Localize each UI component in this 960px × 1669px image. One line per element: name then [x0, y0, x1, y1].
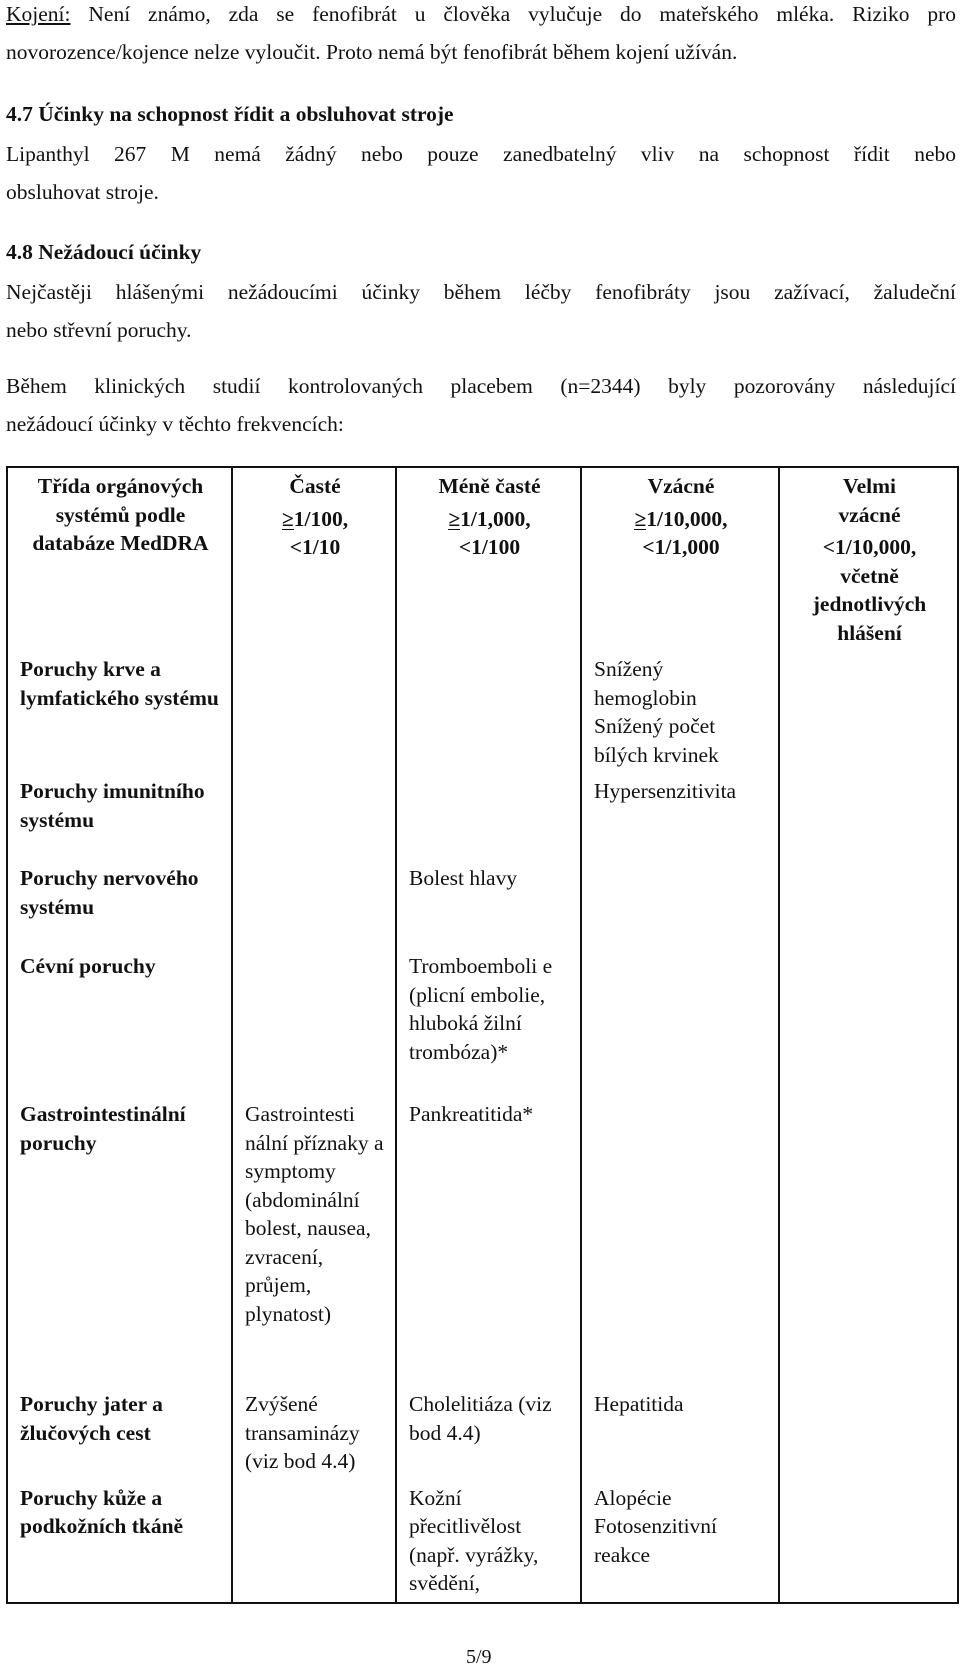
table-row: [7, 860, 958, 948]
header-common-range2: <1/10: [289, 535, 341, 559]
page-number: 5/9: [466, 1646, 492, 1668]
row-very-rare-cell: [779, 1386, 958, 1480]
row-common-cell: [232, 651, 396, 773]
row-uncommon-cell: [396, 773, 581, 860]
breastfeeding-paragraph-line-2: novorozence/kojence nelze vyloučit. Proto nemá být fenofibrát během kojení užíván.: [6, 40, 738, 64]
row-common-cell: [232, 1480, 396, 1603]
row-rare-cell: Hepatitida: [581, 1386, 779, 1480]
breastfeeding-paragraph-line-1: [6, 0, 956, 28]
header-common: Časté ≥1/100, <1/10: [232, 467, 396, 651]
table-row: [7, 948, 958, 1096]
table-row: [7, 1480, 958, 1603]
breastfeeding-text: Není známo, zda se fenofibrát u člověka vylučuje do mateřského mléka. Riziko pro: [70, 2, 956, 26]
ge-symbol: ≥: [282, 505, 294, 534]
row-common-cell: [232, 948, 396, 1096]
table-row: [7, 1386, 958, 1480]
section-4-7-heading: 4.7 Účinky na schopnost řídit a obsluhovat stroje: [6, 102, 454, 126]
row-very-rare-cell: [779, 651, 958, 773]
section-4-8-p2-line-2: nežádoucí účinky v těchto frekvencích:: [6, 412, 344, 436]
breastfeeding-label: Kojení:: [6, 2, 71, 26]
row-very-rare-cell: [779, 1096, 958, 1386]
row-common-cell: [232, 773, 396, 860]
row-rare-cell: Hypersenzitivita: [581, 773, 779, 860]
adverse-effects-table: [6, 466, 959, 1604]
header-very-rare-name: Velmi vzácné: [838, 474, 901, 527]
ge-symbol: ≥: [448, 505, 460, 534]
header-common-name: Časté: [289, 474, 341, 498]
header-uncommon-name: Méně časté: [438, 474, 541, 498]
row-class-cell: Poruchy krve a lymfatického systému: [7, 651, 232, 773]
section-4-8-heading: 4.8 Nežádoucí účinky: [6, 240, 202, 264]
header-uncommon-range2: <1/100: [458, 535, 521, 559]
row-uncommon-cell: Kožní přecitlivělost (např. vyrážky, svědění,: [396, 1480, 581, 1603]
row-uncommon-cell: Bolest hlavy: [396, 860, 581, 948]
table-header-row: [7, 467, 958, 651]
header-uncommon: Méně časté ≥1/1,000, <1/100: [396, 467, 581, 651]
header-very-rare: [779, 467, 958, 651]
section-4-7-line-2: obsluhovat stroje.: [6, 180, 159, 204]
header-very-rare-range: <1/10,000, včetně jednotlivých hlášení: [812, 535, 927, 645]
row-common-cell: Gastrointesti nální příznaky a symptomy (abdominální bolest, nausea, zvracení, průjem, plynatost): [232, 1096, 396, 1386]
row-uncommon-cell: Tromboemboli e (plicní embolie, hluboká žilní trombóza)*: [396, 948, 581, 1096]
row-very-rare-cell: [779, 860, 958, 948]
row-rare-cell: Alopécie Fotosenzitivní reakce: [581, 1480, 779, 1603]
row-class-cell: Gastrointestinální poruchy: [7, 1096, 232, 1386]
row-very-rare-cell: [779, 948, 958, 1096]
row-very-rare-cell: [779, 1480, 958, 1603]
row-very-rare-cell: [779, 773, 958, 860]
header-rare-range2: <1/1,000: [642, 535, 720, 559]
header-rare-name: Vzácné: [647, 474, 715, 498]
table-row: [7, 773, 958, 860]
header-organ-class: Třída orgánových systémů podle databáze MedDRA: [7, 467, 232, 651]
row-common-cell: Zvýšené transaminázy (viz bod 4.4): [232, 1386, 396, 1480]
table-row: [7, 651, 958, 773]
row-uncommon-cell: [396, 651, 581, 773]
row-class-cell: Poruchy kůže a podkožních tkáně: [7, 1480, 232, 1603]
section-4-8-p1-line-1: Nejčastěji hlášenými nežádoucími účinky během léčby fenofibráty jsou zažívací, žaludeční: [6, 280, 956, 304]
header-rare: Vzácné ≥1/10,000, <1/1,000: [581, 467, 779, 651]
section-4-7-line-1: Lipanthyl 267 M nemá žádný nebo pouze zanedbatelný vliv na schopnost řídit nebo: [6, 142, 956, 166]
row-uncommon-cell: Pankreatitida*: [396, 1096, 581, 1386]
row-class-cell: Cévní poruchy: [7, 948, 232, 1096]
row-class-cell: Poruchy nervového systému: [7, 860, 232, 948]
row-rare-cell: [581, 948, 779, 1096]
row-rare-cell: [581, 860, 779, 948]
row-common-cell: [232, 860, 396, 948]
row-class-cell: Poruchy jater a žlučových cest: [7, 1386, 232, 1480]
section-4-8-p2-line-1: Během klinických studií kontrolovaných placebem (n=2344) byly pozorovány následující: [6, 374, 956, 398]
row-rare-cell: Snížený hemoglobin Snížený počet bílých krvinek: [581, 651, 779, 773]
ge-symbol: ≥: [634, 505, 646, 534]
table-row: [7, 1096, 958, 1386]
section-4-8-p1-line-2: nebo střevní poruchy.: [6, 318, 192, 342]
row-rare-cell: [581, 1096, 779, 1386]
row-class-cell: Poruchy imunitního systému: [7, 773, 232, 860]
row-uncommon-cell: Cholelitiáza (viz bod 4.4): [396, 1386, 581, 1480]
